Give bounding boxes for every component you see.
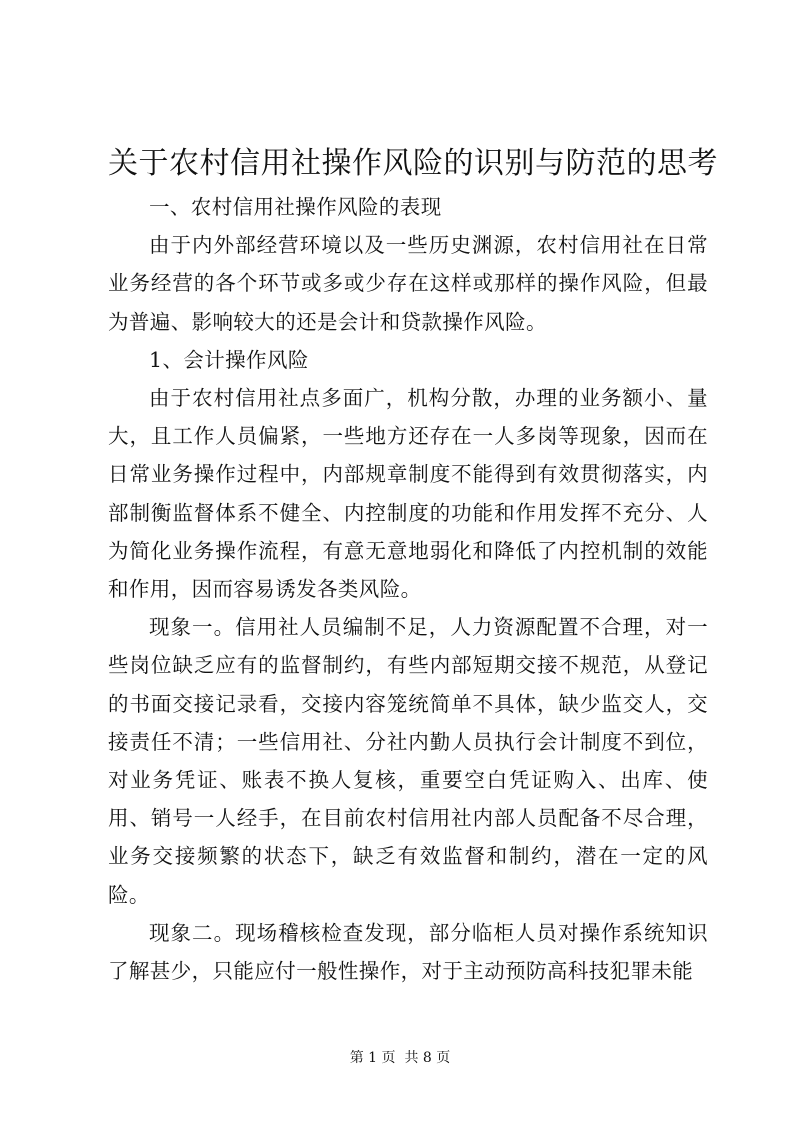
page-footer: 第 1 页 共 8 页 bbox=[349, 1050, 451, 1066]
document-body bbox=[108, 188, 708, 990]
paragraph: 由于内外部经营环境以及一些历史渊源，农村信用社在日常业务经营的各个环节或多或少存在这样或那样的操作风险，但最为普遍、影响较大的还是会计和贷款操作风险。 bbox=[108, 233, 708, 334]
paragraph: 现象一。信用社人员编制不足，人力资源配置不合理，对一些岗位缺乏应有的监督制约，有些内部短期交接不规范，从登记的书面交接记录看，交接内容笼统简单不具体，缺少监交人，交接责任不清；一些信用社、分社内勤人员执行会计制度不到位，对业务凭证、账表不换人复核，重要空白凭证购入、出库、使用、销号一人经手，在目前农村信用社内部人员配备不尽合理，业务交接频繁的状态下，缺乏有效监督和制约，潜在一定的风险。 bbox=[108, 615, 708, 907]
paragraph: 现象二。现场稽核检查发现，部分临柜人员对操作系统知识了解甚少，只能应付一般性操作，对于主动预防高科技犯罪未能 bbox=[108, 920, 708, 984]
paragraph: 由于农村信用社点多面广，机构分散，办理的业务额小、量大，且工作人员偏紧，一些地方还存在一人多岗等现象，因而在日常业务操作过程中，内部规章制度不能得到有效贯彻落实，内部制衡监督体系不健全、内控制度的功能和作用发挥不充分、人为简化业务操作流程，有意无意地弱化和降低了内控机制的效能和作用，因而容易诱发各类风险。 bbox=[108, 386, 708, 602]
section-heading: 一、农村信用社操作风险的表现 bbox=[149, 195, 442, 219]
subsection-heading: 1、会计操作风险 bbox=[149, 347, 309, 372]
document-title: 关于农村信用社操作风险的识别与防范的思考 bbox=[108, 146, 718, 181]
